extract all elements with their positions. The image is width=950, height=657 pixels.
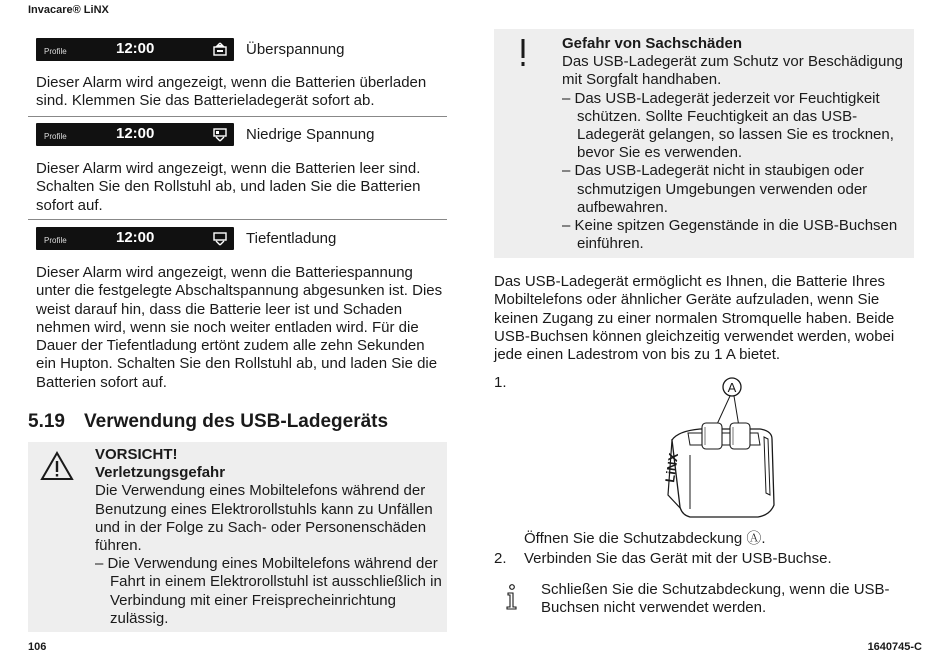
lcd-profile-label: Profile [44,47,67,56]
alarm-description: Dieser Alarm wird angezeigt, wenn die Batterien leer sind. Schalten Sie den Rollstuhl ab, und laden Sie die Batterien sofort auf. [36,160,421,214]
alarm-description: Dieser Alarm wird angezeigt, wenn die Batteriespannung unter die festgelegte Abschaltspannung abgesunken ist. Dies weist darauf hin, dass die Batterie leer ist und Schaden nehmen wird, wenn sie noch weiter entladen wird. Für die Dauer der Tiefentladung ertönt zudem alle zehn Sekunden ein Hupton. Schalten Sie den Rollstuhl ab, und laden Sie die Batterien sofort auf. [36,264,443,391]
info-icon [503,583,519,611]
lcd-profile-label: Profile [44,132,67,141]
usb-intro: Das USB-Ladegerät ermöglicht es Ihnen, die Batterie Ihres Mobiltelefons oder ähnlicher Geräte aufzuladen, wenn Sie keinen Zugang zu einer normalen Stromquelle haben. Beide USB-Buchsen können gleichzeitig verwendet werden, wobei jede einen Ladestrom von bis zu 1 A bietet. [494,273,895,364]
page-number: 106 [28,641,47,653]
section-number: 5.19 [28,411,65,432]
notice-bullet: – Das USB-Ladegerät jederzeit vor Feuchtigkeit schützen. Sollte Feuchtigkeit an das USB-Ladegerät gelangen, so lassen Sie es trocknen, bevor Sie es verwenden. [562,89,894,162]
caution-text: Die Verwendung eines Mobiltelefons während der Benutzung eines Elektrorollstuhls kann zu Unfällen und in der Folge zu Sach- oder Personenschäden führen. [95,482,433,555]
alarm-label: Überspannung [246,41,345,58]
lcd-time: 12:00 [116,229,155,246]
info-text: Schließen Sie die Schutzabdeckung, wenn die USB-Buchsen nicht verwendet werden. [541,581,890,617]
notice-heading: Gefahr von Sachschäden [562,35,743,52]
figure-callout: A [727,380,737,395]
divider [28,219,447,220]
lcd-display [36,227,234,250]
notice-text: Das USB-Ladegerät zum Schutz vor Beschädigung mit Sorgfalt handhaben. [562,53,904,89]
caution-box [28,442,447,632]
divider [28,116,447,117]
battery-low-icon [212,126,228,142]
device-brand: LiNX [662,451,682,484]
exclamation-icon [518,38,528,68]
lcd-profile-label: Profile [44,236,67,245]
caution-heading: VORSICHT! [95,446,178,463]
running-header: Invacare® LiNX [28,4,109,16]
battery-deep-discharge-icon [212,230,228,246]
warning-triangle-icon [40,451,74,481]
notice-bullet: – Keine spitzen Gegenstände in die USB-Buchsen einführen. [562,217,898,253]
notice-box [494,29,914,258]
lcd-display [36,38,234,61]
alarm-label: Tiefentladung [246,230,337,247]
lcd-time: 12:00 [116,125,155,142]
step-text: Öffnen Sie die Schutzabdeckung Ⓐ. [524,530,766,547]
section-heading [28,411,388,433]
alarm-description: Dieser Alarm wird angezeigt, wenn die Batterien überladen sind. Klemmen Sie das Batterieladegerät sofort ab. [36,74,427,110]
document-code: 1640745-C [867,641,922,653]
step-number: 1. [494,374,507,391]
alarm-label: Niedrige Spannung [246,126,375,143]
step-text: Verbinden Sie das Gerät mit der USB-Buchse. [524,550,832,567]
caution-subheading: Verletzungsgefahr [95,464,226,482]
caution-bullet: – Die Verwendung eines Mobiltelefons während der Fahrt in einem Elektrorollstuhl ist ausschließlich in Verbindung mit einer Freisprecheinrichtung zulässig. [95,555,442,627]
step-number: 2. [494,550,507,567]
section-title: Verwendung des USB-Ladegeräts [84,411,389,432]
lcd-display [36,123,234,146]
notice-bullet: – Das USB-Ladegerät nicht in staubigen oder schmutzigen Umgebungen verwenden oder aufbewahren. [562,162,868,216]
lcd-time: 12:00 [116,40,155,57]
battery-overvoltage-icon [212,41,228,57]
usb-charger-illustration [660,375,780,525]
